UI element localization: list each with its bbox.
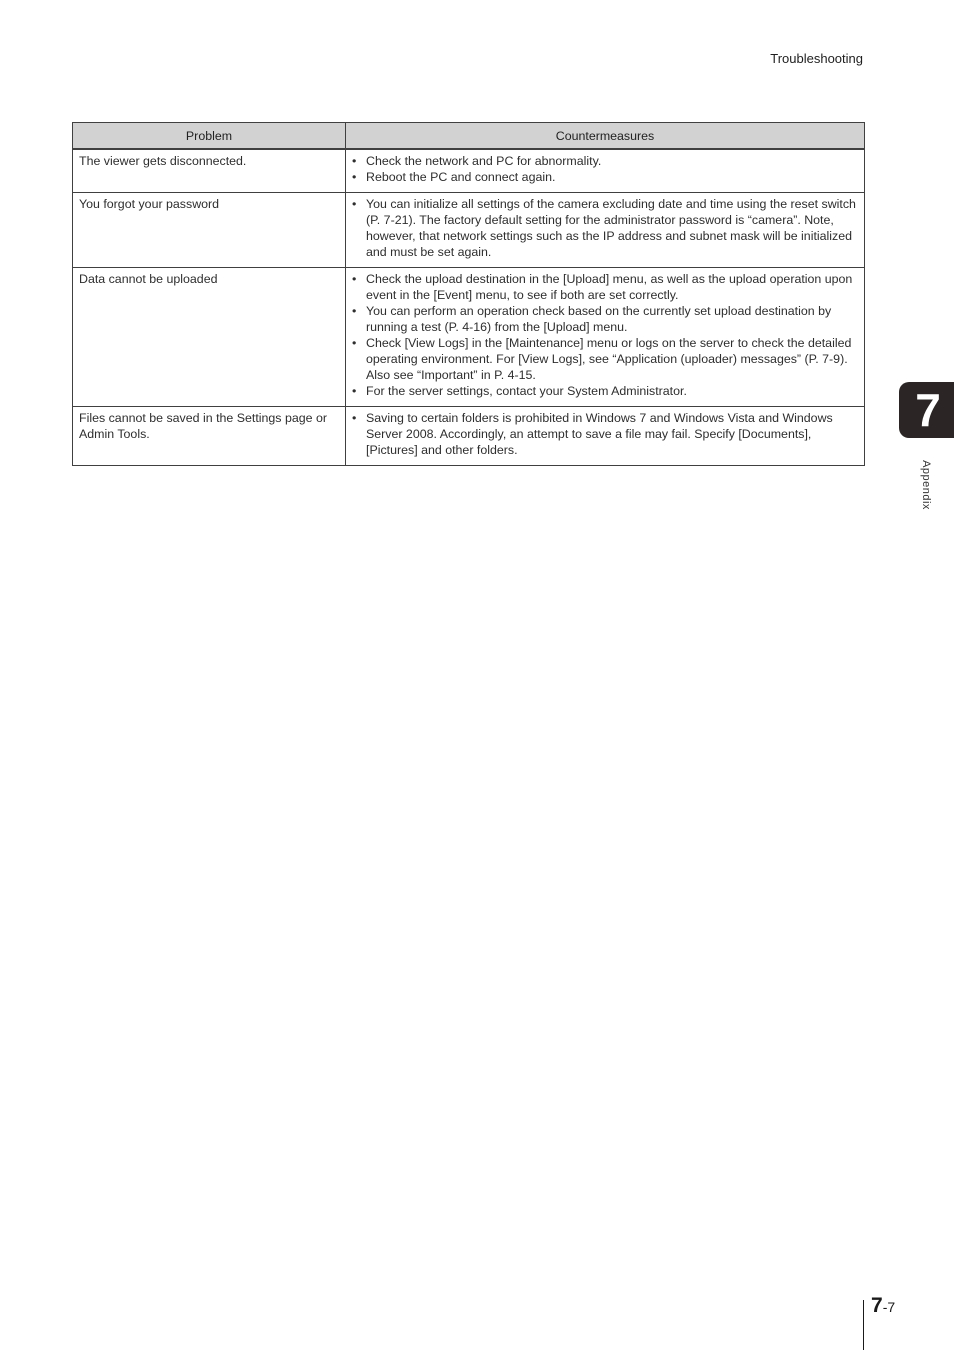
problem-cell: Data cannot be uploaded — [73, 268, 346, 407]
page-number-page: -7 — [882, 1299, 896, 1315]
countermeasure-item: • You can initialize all settings of the camera excluding date and time using the reset switch (P. 7-21). The factory default setting for the administrator password is “camera”. Note, however, that network settings such as the IP address and subnet mask will be initialized and must be set again. — [352, 196, 858, 260]
troubleshooting-table — [72, 122, 865, 466]
column-header-countermeasures: Countermeasures — [346, 123, 865, 150]
countermeasures-cell — [346, 268, 865, 407]
problem-cell: The viewer gets disconnected. — [73, 149, 346, 193]
countermeasures-cell — [346, 193, 865, 268]
countermeasure-item: • You can perform an operation check based on the currently set upload destination by running a test (P. 4-16) from the [Upload] menu. — [352, 303, 858, 335]
countermeasure-list — [352, 196, 858, 260]
chapter-tab: 7 — [899, 382, 954, 438]
page-number-divider — [863, 1300, 864, 1350]
problem-cell: You forgot your password — [73, 193, 346, 268]
countermeasure-list — [352, 153, 858, 185]
countermeasure-item: • For the server settings, contact your System Administrator. — [352, 383, 858, 399]
countermeasure-item: • Check the network and PC for abnormality. — [352, 153, 858, 169]
countermeasures-cell — [346, 149, 865, 193]
table-row — [73, 149, 865, 193]
running-header-title: Troubleshooting — [770, 51, 863, 66]
countermeasure-item: • Check the upload destination in the [Upload] menu, as well as the upload operation upon event in the [Event] menu, to see if both are set correctly. — [352, 271, 858, 303]
countermeasure-item: • Reboot the PC and connect again. — [352, 169, 858, 185]
problem-cell: Files cannot be saved in the Settings page or Admin Tools. — [73, 407, 346, 466]
countermeasure-item: • Check [View Logs] in the [Maintenance] menu or logs on the server to check the detailed operating environment. For [View Logs], see “Application (uploader) messages” (P. 7-9). Also see “Important” in P. 4-15. — [352, 335, 858, 383]
countermeasures-cell — [346, 407, 865, 466]
column-header-problem: Problem — [73, 123, 346, 150]
countermeasure-list — [352, 271, 858, 399]
table-row — [73, 268, 865, 407]
table-header-row — [73, 123, 865, 150]
chapter-side-label: Appendix — [920, 460, 932, 510]
table-row — [73, 407, 865, 466]
countermeasure-item: • Saving to certain folders is prohibited in Windows 7 and Windows Vista and Windows Server 2008. Accordingly, an attempt to save a file may fail. Specify [Documents], [Pictures] and other folders. — [352, 410, 858, 458]
page-number — [871, 1294, 895, 1318]
countermeasure-list — [352, 410, 858, 458]
table-row — [73, 193, 865, 268]
page-number-chapter: 7 — [871, 1294, 883, 1317]
